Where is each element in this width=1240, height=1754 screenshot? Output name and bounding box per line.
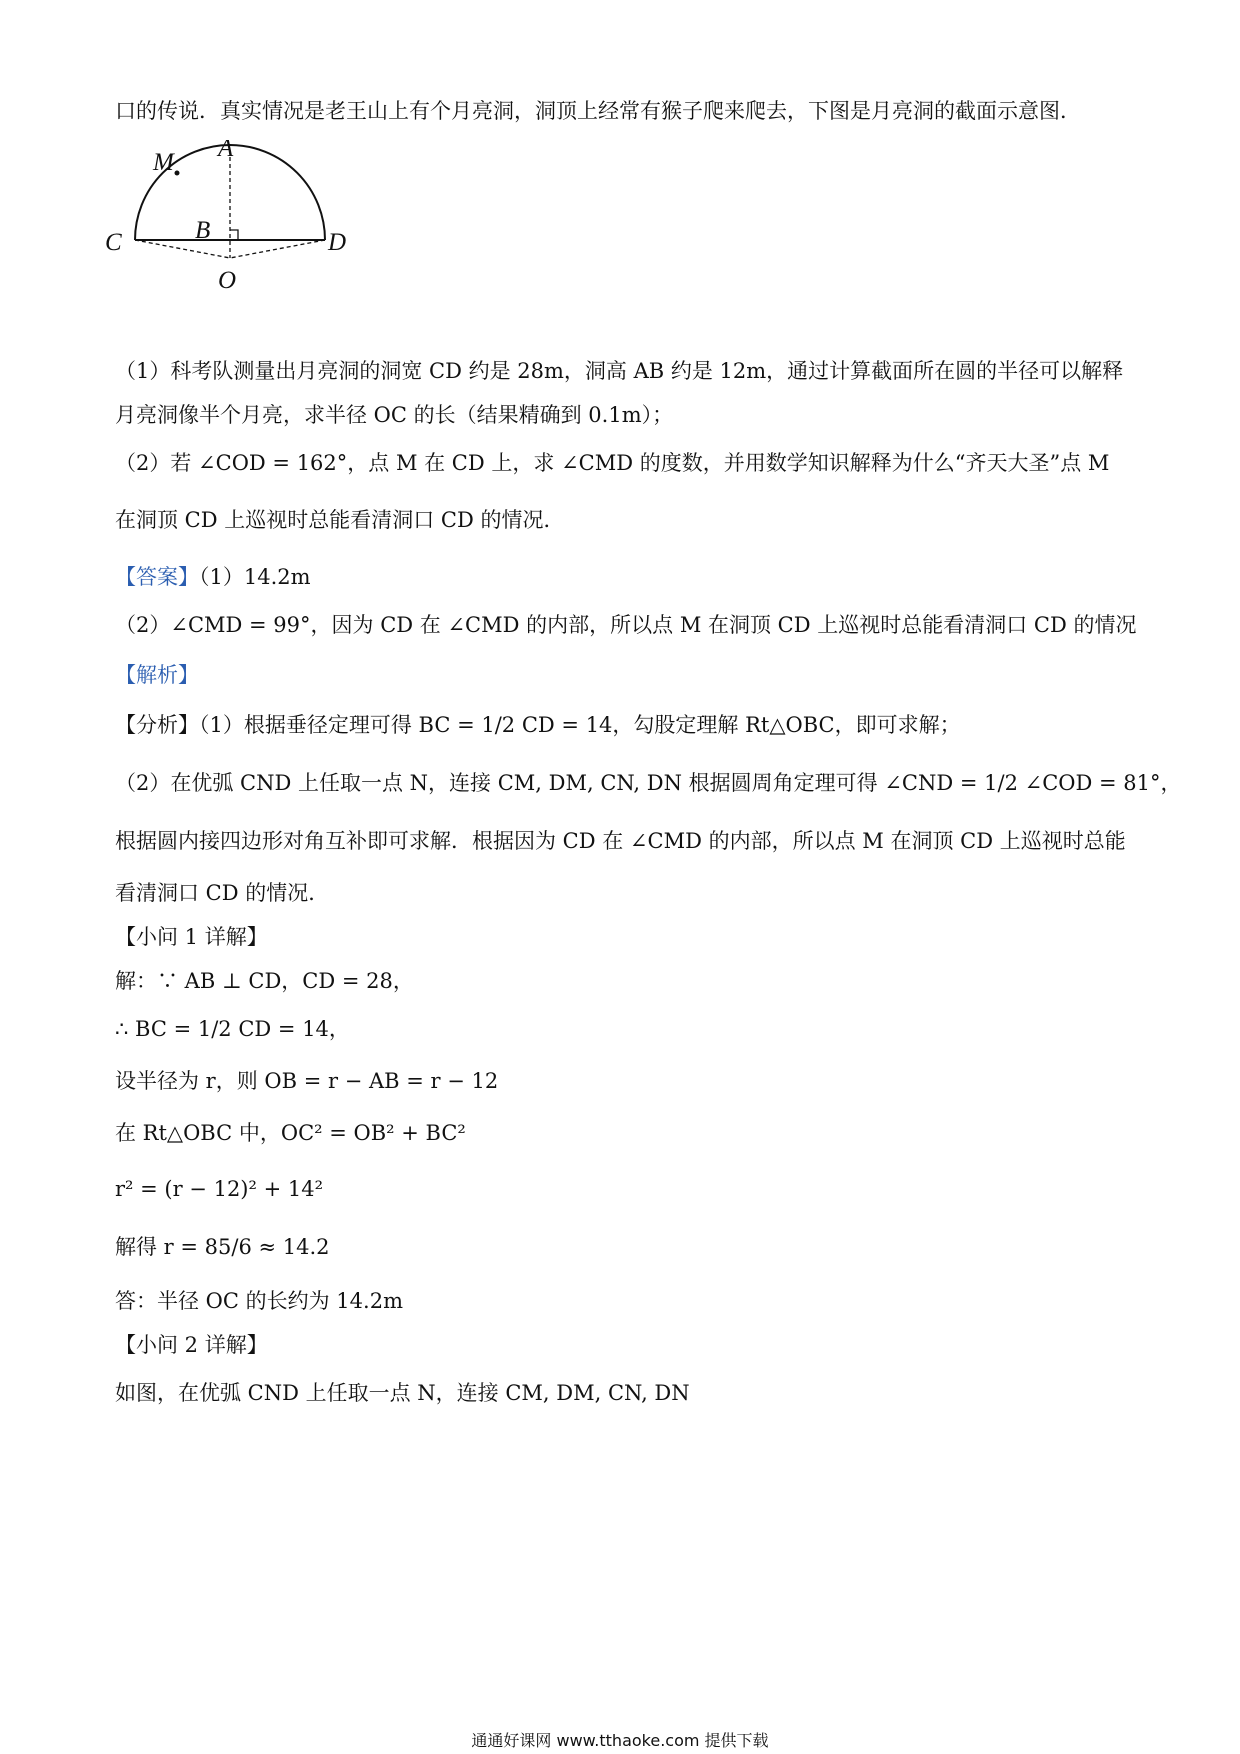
solution-line-4: 在 Rt△OBC 中，OC² = OB² + BC² <box>115 1121 466 1145</box>
question-1-line-1: （1）科考队测量出月亮洞的洞宽 CD 约是 28m，洞高 AB 约是 12m，通过计算截面所在圆的半径可以解释 <box>115 359 1124 383</box>
label-d: D <box>328 229 347 256</box>
analysis-tag: 【解析】 <box>115 663 199 687</box>
intro-text: 口的传说．真实情况是老王山上有个月亮洞，洞顶上经常有猴子爬来爬去，下图是月亮洞的截面示意图． <box>115 99 1081 123</box>
point-m <box>175 171 180 176</box>
solution-line-5: r² = (r − 12)² + 14² <box>115 1177 324 1201</box>
solution-line-8: 如图，在优弧 CND 上任取一点 N，连接 CM, DM, CN, DN <box>115 1381 690 1405</box>
sub-question-1-tag: 【小问 1 详解】 <box>115 925 268 949</box>
answer-1: （1）14.2m <box>199 565 311 589</box>
question-2-line-1: （2）若 ∠COD = 162°，点 M 在 CD 上，求 ∠CMD 的度数，并用数学知识解释为什么“齐天大圣”点 M <box>115 451 1110 475</box>
solution-line-1: 解：∵ AB ⊥ CD，CD = 28， <box>115 969 414 993</box>
question-2-line-2: 在洞顶 CD 上巡视时总能看清洞口 CD 的情况． <box>115 508 565 532</box>
label-b: B <box>195 217 211 244</box>
label-a: A <box>218 140 234 162</box>
label-m: M <box>153 149 174 176</box>
right-angle-mark <box>230 230 238 240</box>
label-c: C <box>105 229 122 256</box>
page-footer: 通通好课网 www.tthaoke.com 提供下载 <box>471 1731 769 1750</box>
solution-line-6: 解得 r = 85/6 ≈ 14.2 <box>115 1235 330 1259</box>
fenxi-tag: 【分析】 <box>115 713 199 737</box>
line-oc <box>135 240 230 258</box>
solution-line-3: 设半径为 r，则 OB = r − AB = r − 12 <box>115 1069 499 1093</box>
fenxi-2: （2）在优弧 CND 上任取一点 N，连接 CM, DM, CN, DN 根据圆周角定理可得 ∠CND = 1/2 ∠COD = 81°， <box>115 771 1182 795</box>
fenxi-line-1 <box>115 710 961 740</box>
label-o: O <box>218 267 237 294</box>
moon-cave-figure <box>105 140 365 320</box>
fenxi-3: 根据圆内接四边形对角互补即可求解．根据因为 CD 在 ∠CMD 的内部，所以点 M 在洞顶 CD 上巡视时总能 <box>115 829 1126 853</box>
fenxi-1: （1）根据垂径定理可得 BC = 1/2 CD = 14，勾股定理解 Rt△OBC，即可求解； <box>199 713 961 737</box>
solution-line-2: ∴ BC = 1/2 CD = 14， <box>115 1017 350 1041</box>
question-1-line-2: 月亮洞像半个月亮，求半径 OC 的长（结果精确到 0.1m）； <box>115 403 674 427</box>
solution-line-7: 答：半径 OC 的长约为 14.2m <box>115 1289 403 1313</box>
answer-tag: 【答案】 <box>115 565 199 589</box>
answer-block <box>115 562 311 592</box>
fenxi-4: 看清洞口 CD 的情况． <box>115 881 330 905</box>
answer-2: （2）∠CMD = 99°，因为 CD 在 ∠CMD 的内部，所以点 M 在洞顶 CD 上巡视时总能看清洞口 CD 的情况 <box>115 613 1137 637</box>
sub-question-2-tag: 【小问 2 详解】 <box>115 1333 268 1357</box>
line-od <box>230 240 325 258</box>
